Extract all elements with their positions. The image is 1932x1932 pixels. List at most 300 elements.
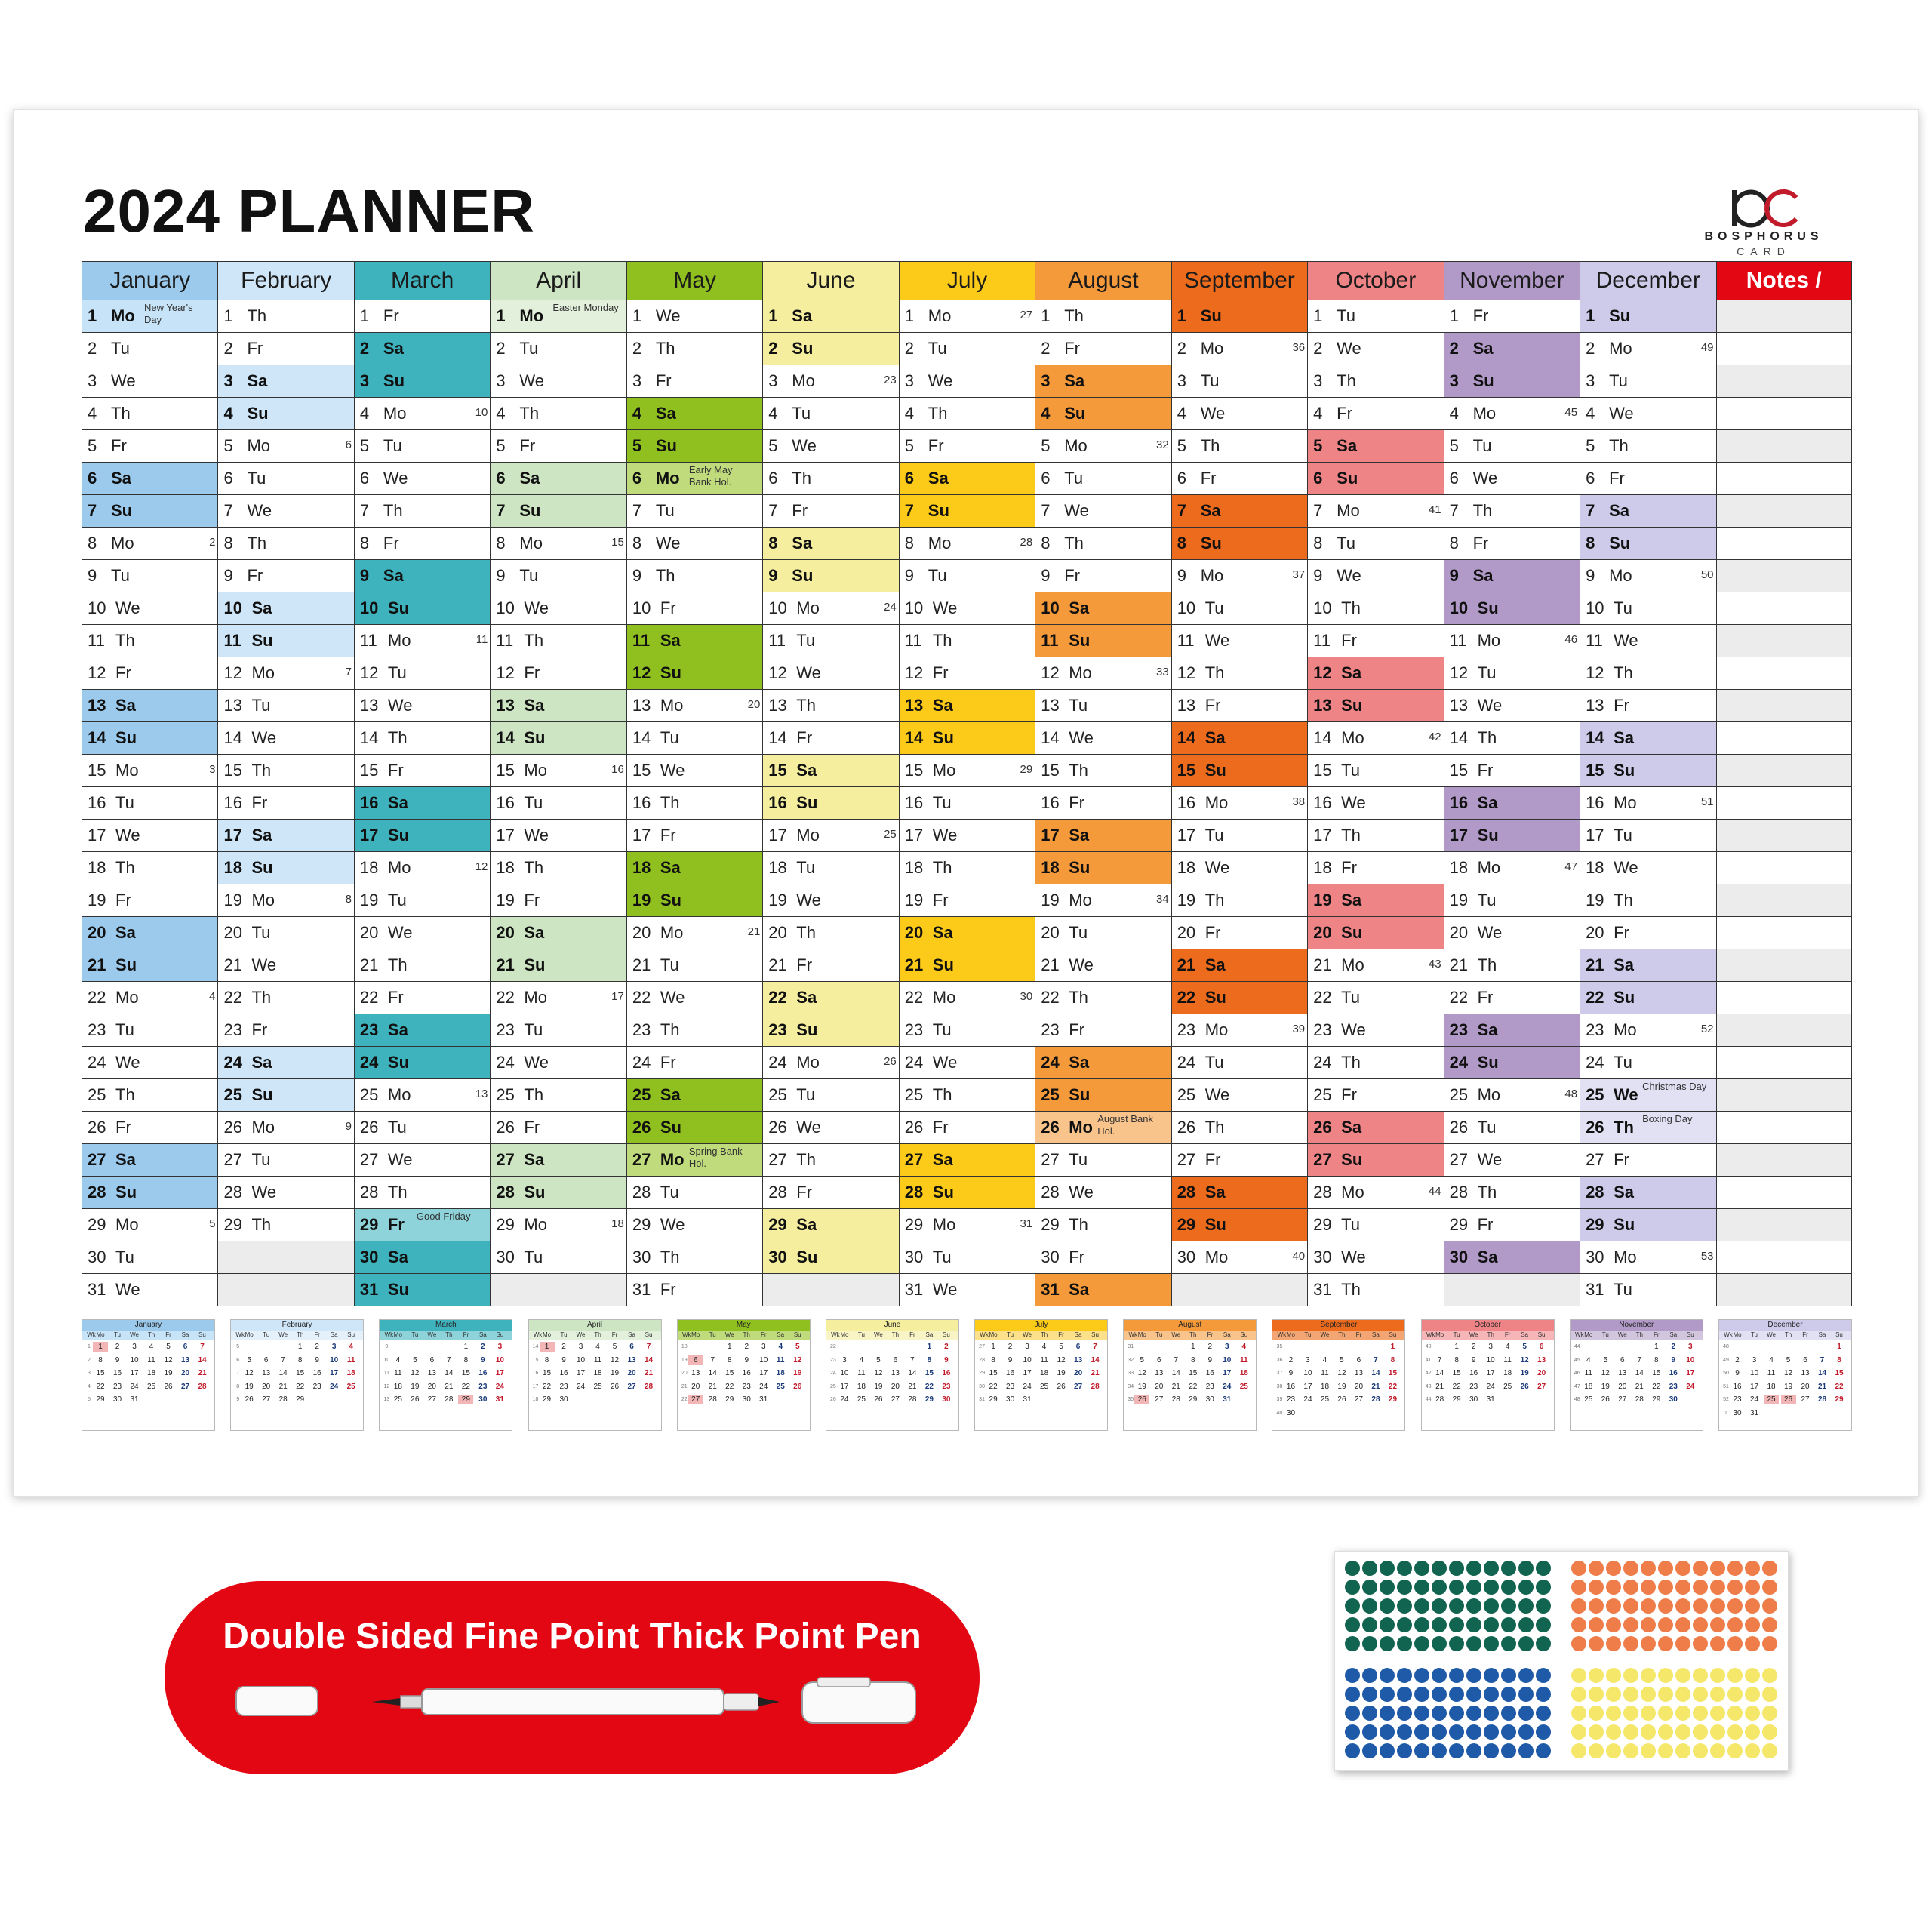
notes-cell[interactable] xyxy=(1716,1209,1852,1241)
day-cell[interactable] xyxy=(82,560,218,592)
day-cell[interactable] xyxy=(354,495,491,528)
day-cell[interactable] xyxy=(82,690,218,722)
day-cell[interactable] xyxy=(762,1014,899,1047)
day-cell[interactable] xyxy=(1580,333,1716,365)
day-cell[interactable] xyxy=(626,463,763,495)
day-cell[interactable] xyxy=(1171,333,1308,365)
day-cell[interactable] xyxy=(1035,333,1171,365)
day-cell[interactable] xyxy=(1307,1209,1444,1241)
day-cell[interactable] xyxy=(217,398,354,430)
day-cell[interactable] xyxy=(217,1144,354,1177)
day-cell[interactable] xyxy=(1171,398,1308,430)
day-cell[interactable] xyxy=(217,820,354,852)
day-cell[interactable] xyxy=(1035,884,1171,917)
day-cell[interactable] xyxy=(899,657,1035,690)
day-cell[interactable] xyxy=(1307,592,1444,625)
day-cell[interactable] xyxy=(1444,917,1580,949)
day-cell[interactable] xyxy=(217,1047,354,1079)
day-cell[interactable] xyxy=(1580,463,1716,495)
day-cell[interactable] xyxy=(490,1209,626,1241)
day-cell[interactable] xyxy=(626,1144,763,1177)
notes-cell[interactable] xyxy=(1716,1274,1852,1306)
day-cell[interactable] xyxy=(82,949,218,982)
day-cell[interactable] xyxy=(1035,1209,1171,1241)
day-cell[interactable] xyxy=(490,917,626,949)
notes-cell[interactable] xyxy=(1716,1112,1852,1144)
day-cell[interactable] xyxy=(1035,1079,1171,1112)
day-cell[interactable] xyxy=(899,1209,1035,1241)
day-cell[interactable] xyxy=(1171,1144,1308,1177)
day-cell[interactable] xyxy=(1580,365,1716,398)
day-cell[interactable] xyxy=(1171,884,1308,917)
day-cell[interactable] xyxy=(217,333,354,365)
day-cell[interactable] xyxy=(1307,625,1444,657)
day-cell[interactable] xyxy=(899,398,1035,430)
day-cell[interactable] xyxy=(899,495,1035,528)
day-cell[interactable] xyxy=(762,852,899,884)
day-cell[interactable] xyxy=(1035,592,1171,625)
day-cell[interactable] xyxy=(1580,300,1716,333)
notes-cell[interactable] xyxy=(1716,495,1852,528)
day-cell[interactable] xyxy=(626,592,763,625)
day-cell[interactable] xyxy=(1580,1177,1716,1209)
day-cell[interactable] xyxy=(626,949,763,982)
day-cell[interactable] xyxy=(82,365,218,398)
day-cell[interactable] xyxy=(1035,430,1171,463)
day-cell[interactable] xyxy=(1307,657,1444,690)
day-cell[interactable] xyxy=(217,982,354,1014)
day-cell[interactable] xyxy=(354,884,491,917)
day-cell[interactable] xyxy=(1307,1241,1444,1274)
day-cell[interactable] xyxy=(899,1014,1035,1047)
day-cell[interactable] xyxy=(1035,528,1171,560)
day-cell[interactable] xyxy=(1444,1241,1580,1274)
day-cell[interactable] xyxy=(1307,755,1444,787)
day-cell[interactable] xyxy=(490,820,626,852)
notes-cell[interactable] xyxy=(1716,398,1852,430)
day-cell[interactable] xyxy=(899,722,1035,755)
day-cell[interactable] xyxy=(1444,1274,1580,1306)
day-cell[interactable] xyxy=(899,1241,1035,1274)
notes-cell[interactable] xyxy=(1716,722,1852,755)
day-cell[interactable] xyxy=(354,1274,491,1306)
day-cell[interactable] xyxy=(1580,398,1716,430)
day-cell[interactable] xyxy=(1035,1274,1171,1306)
day-cell[interactable] xyxy=(354,949,491,982)
day-cell[interactable] xyxy=(1171,463,1308,495)
day-cell[interactable] xyxy=(490,722,626,755)
day-cell[interactable] xyxy=(217,592,354,625)
day-cell[interactable] xyxy=(82,1079,218,1112)
day-cell[interactable] xyxy=(626,884,763,917)
notes-cell[interactable] xyxy=(1716,1047,1852,1079)
day-cell[interactable] xyxy=(626,398,763,430)
day-cell[interactable] xyxy=(762,495,899,528)
day-cell[interactable] xyxy=(899,430,1035,463)
notes-cell[interactable] xyxy=(1716,755,1852,787)
day-cell[interactable] xyxy=(899,528,1035,560)
day-cell[interactable] xyxy=(1580,1274,1716,1306)
day-cell[interactable] xyxy=(762,949,899,982)
day-cell[interactable] xyxy=(490,1241,626,1274)
day-cell[interactable] xyxy=(1444,560,1580,592)
day-cell[interactable] xyxy=(354,982,491,1014)
day-cell[interactable] xyxy=(1580,528,1716,560)
day-cell[interactable] xyxy=(762,755,899,787)
day-cell[interactable] xyxy=(82,787,218,820)
day-cell[interactable] xyxy=(354,1144,491,1177)
day-cell[interactable] xyxy=(1035,398,1171,430)
day-cell[interactable] xyxy=(1035,755,1171,787)
day-cell[interactable] xyxy=(1580,787,1716,820)
day-cell[interactable] xyxy=(626,852,763,884)
day-cell[interactable] xyxy=(626,528,763,560)
day-cell[interactable] xyxy=(490,1274,626,1306)
day-cell[interactable] xyxy=(82,820,218,852)
day-cell[interactable] xyxy=(1444,1144,1580,1177)
day-cell[interactable] xyxy=(82,430,218,463)
notes-cell[interactable] xyxy=(1716,592,1852,625)
day-cell[interactable] xyxy=(1580,1241,1716,1274)
day-cell[interactable] xyxy=(762,528,899,560)
day-cell[interactable] xyxy=(1444,1079,1580,1112)
day-cell[interactable] xyxy=(490,690,626,722)
day-cell[interactable] xyxy=(1444,1177,1580,1209)
day-cell[interactable] xyxy=(1171,1274,1308,1306)
day-cell[interactable] xyxy=(354,1209,491,1241)
day-cell[interactable] xyxy=(899,690,1035,722)
day-cell[interactable] xyxy=(82,463,218,495)
day-cell[interactable] xyxy=(1580,690,1716,722)
day-cell[interactable] xyxy=(1171,787,1308,820)
day-cell[interactable] xyxy=(762,1209,899,1241)
day-cell[interactable] xyxy=(899,949,1035,982)
day-cell[interactable] xyxy=(490,657,626,690)
day-cell[interactable] xyxy=(82,755,218,787)
day-cell[interactable] xyxy=(1444,1014,1580,1047)
day-cell[interactable] xyxy=(354,722,491,755)
day-cell[interactable] xyxy=(1307,690,1444,722)
day-cell[interactable] xyxy=(899,333,1035,365)
day-cell[interactable] xyxy=(1307,1274,1444,1306)
day-cell[interactable] xyxy=(762,1112,899,1144)
day-cell[interactable] xyxy=(1307,949,1444,982)
notes-cell[interactable] xyxy=(1716,365,1852,398)
day-cell[interactable] xyxy=(82,917,218,949)
day-cell[interactable] xyxy=(490,1144,626,1177)
day-cell[interactable] xyxy=(626,1079,763,1112)
day-cell[interactable] xyxy=(1171,1209,1308,1241)
day-cell[interactable] xyxy=(626,333,763,365)
day-cell[interactable] xyxy=(1580,1047,1716,1079)
notes-cell[interactable] xyxy=(1716,560,1852,592)
day-cell[interactable] xyxy=(490,300,626,333)
day-cell[interactable] xyxy=(1580,982,1716,1014)
day-cell[interactable] xyxy=(899,625,1035,657)
day-cell[interactable] xyxy=(354,1112,491,1144)
day-cell[interactable] xyxy=(762,1274,899,1306)
day-cell[interactable] xyxy=(1444,884,1580,917)
day-cell[interactable] xyxy=(899,1079,1035,1112)
day-cell[interactable] xyxy=(1307,365,1444,398)
day-cell[interactable] xyxy=(490,430,626,463)
day-cell[interactable] xyxy=(1444,657,1580,690)
day-cell[interactable] xyxy=(217,1241,354,1274)
day-cell[interactable] xyxy=(1307,495,1444,528)
day-cell[interactable] xyxy=(1035,1112,1171,1144)
day-cell[interactable] xyxy=(762,1079,899,1112)
day-cell[interactable] xyxy=(1035,625,1171,657)
day-cell[interactable] xyxy=(217,365,354,398)
day-cell[interactable] xyxy=(490,592,626,625)
day-cell[interactable] xyxy=(899,1177,1035,1209)
day-cell[interactable] xyxy=(1580,1144,1716,1177)
day-cell[interactable] xyxy=(1580,820,1716,852)
day-cell[interactable] xyxy=(1171,1112,1308,1144)
day-cell[interactable] xyxy=(1035,917,1171,949)
day-cell[interactable] xyxy=(762,884,899,917)
day-cell[interactable] xyxy=(899,1112,1035,1144)
day-cell[interactable] xyxy=(1307,560,1444,592)
day-cell[interactable] xyxy=(1444,300,1580,333)
day-cell[interactable] xyxy=(1307,722,1444,755)
day-cell[interactable] xyxy=(1035,560,1171,592)
day-cell[interactable] xyxy=(626,1241,763,1274)
day-cell[interactable] xyxy=(1171,852,1308,884)
notes-cell[interactable] xyxy=(1716,787,1852,820)
day-cell[interactable] xyxy=(217,463,354,495)
day-cell[interactable] xyxy=(1307,300,1444,333)
day-cell[interactable] xyxy=(217,690,354,722)
day-cell[interactable] xyxy=(1580,657,1716,690)
day-cell[interactable] xyxy=(1035,852,1171,884)
day-cell[interactable] xyxy=(82,592,218,625)
day-cell[interactable] xyxy=(1307,884,1444,917)
day-cell[interactable] xyxy=(217,300,354,333)
day-cell[interactable] xyxy=(626,1274,763,1306)
day-cell[interactable] xyxy=(1035,820,1171,852)
day-cell[interactable] xyxy=(1444,1047,1580,1079)
day-cell[interactable] xyxy=(490,398,626,430)
day-cell[interactable] xyxy=(490,755,626,787)
day-cell[interactable] xyxy=(899,755,1035,787)
day-cell[interactable] xyxy=(626,787,763,820)
notes-cell[interactable] xyxy=(1716,625,1852,657)
day-cell[interactable] xyxy=(1035,722,1171,755)
day-cell[interactable] xyxy=(1580,755,1716,787)
day-cell[interactable] xyxy=(1444,722,1580,755)
notes-cell[interactable] xyxy=(1716,1014,1852,1047)
day-cell[interactable] xyxy=(1444,1209,1580,1241)
day-cell[interactable] xyxy=(1171,949,1308,982)
day-cell[interactable] xyxy=(490,1177,626,1209)
day-cell[interactable] xyxy=(1307,1112,1444,1144)
day-cell[interactable] xyxy=(1580,1079,1716,1112)
day-cell[interactable] xyxy=(1307,787,1444,820)
day-cell[interactable] xyxy=(762,1047,899,1079)
day-cell[interactable] xyxy=(1580,430,1716,463)
notes-cell[interactable] xyxy=(1716,949,1852,982)
day-cell[interactable] xyxy=(626,755,763,787)
day-cell[interactable] xyxy=(217,495,354,528)
day-cell[interactable] xyxy=(217,884,354,917)
day-cell[interactable] xyxy=(354,300,491,333)
day-cell[interactable] xyxy=(354,528,491,560)
day-cell[interactable] xyxy=(1307,852,1444,884)
day-cell[interactable] xyxy=(354,463,491,495)
day-cell[interactable] xyxy=(762,463,899,495)
notes-cell[interactable] xyxy=(1716,917,1852,949)
day-cell[interactable] xyxy=(217,949,354,982)
day-cell[interactable] xyxy=(354,1241,491,1274)
day-cell[interactable] xyxy=(626,657,763,690)
day-cell[interactable] xyxy=(490,852,626,884)
day-cell[interactable] xyxy=(354,1047,491,1079)
day-cell[interactable] xyxy=(762,1177,899,1209)
day-cell[interactable] xyxy=(1171,560,1308,592)
day-cell[interactable] xyxy=(1444,852,1580,884)
day-cell[interactable] xyxy=(1444,982,1580,1014)
day-cell[interactable] xyxy=(1035,949,1171,982)
day-cell[interactable] xyxy=(1307,333,1444,365)
day-cell[interactable] xyxy=(762,592,899,625)
day-cell[interactable] xyxy=(899,365,1035,398)
day-cell[interactable] xyxy=(354,657,491,690)
day-cell[interactable] xyxy=(82,333,218,365)
day-cell[interactable] xyxy=(354,430,491,463)
day-cell[interactable] xyxy=(626,625,763,657)
day-cell[interactable] xyxy=(217,1112,354,1144)
day-cell[interactable] xyxy=(354,1079,491,1112)
day-cell[interactable] xyxy=(899,1144,1035,1177)
day-cell[interactable] xyxy=(899,852,1035,884)
day-cell[interactable] xyxy=(626,1112,763,1144)
day-cell[interactable] xyxy=(762,560,899,592)
day-cell[interactable] xyxy=(1580,917,1716,949)
day-cell[interactable] xyxy=(762,333,899,365)
day-cell[interactable] xyxy=(1580,852,1716,884)
notes-cell[interactable] xyxy=(1716,430,1852,463)
day-cell[interactable] xyxy=(1171,982,1308,1014)
day-cell[interactable] xyxy=(354,787,491,820)
day-cell[interactable] xyxy=(1307,982,1444,1014)
day-cell[interactable] xyxy=(626,690,763,722)
day-cell[interactable] xyxy=(82,852,218,884)
day-cell[interactable] xyxy=(354,820,491,852)
day-cell[interactable] xyxy=(1307,1144,1444,1177)
day-cell[interactable] xyxy=(626,1014,763,1047)
day-cell[interactable] xyxy=(762,690,899,722)
day-cell[interactable] xyxy=(1444,430,1580,463)
day-cell[interactable] xyxy=(354,755,491,787)
day-cell[interactable] xyxy=(1580,884,1716,917)
day-cell[interactable] xyxy=(1035,365,1171,398)
day-cell[interactable] xyxy=(626,1209,763,1241)
notes-cell[interactable] xyxy=(1716,852,1852,884)
notes-cell[interactable] xyxy=(1716,528,1852,560)
day-cell[interactable] xyxy=(1580,1112,1716,1144)
day-cell[interactable] xyxy=(1171,917,1308,949)
day-cell[interactable] xyxy=(1444,787,1580,820)
day-cell[interactable] xyxy=(899,787,1035,820)
notes-cell[interactable] xyxy=(1716,820,1852,852)
day-cell[interactable] xyxy=(899,917,1035,949)
day-cell[interactable] xyxy=(899,300,1035,333)
day-cell[interactable] xyxy=(1171,592,1308,625)
day-cell[interactable] xyxy=(82,1014,218,1047)
day-cell[interactable] xyxy=(82,1209,218,1241)
day-cell[interactable] xyxy=(1171,1079,1308,1112)
day-cell[interactable] xyxy=(899,982,1035,1014)
day-cell[interactable] xyxy=(82,884,218,917)
day-cell[interactable] xyxy=(490,982,626,1014)
day-cell[interactable] xyxy=(1171,657,1308,690)
day-cell[interactable] xyxy=(1580,1014,1716,1047)
day-cell[interactable] xyxy=(82,1047,218,1079)
notes-cell[interactable] xyxy=(1716,300,1852,333)
day-cell[interactable] xyxy=(626,1047,763,1079)
day-cell[interactable] xyxy=(1171,1047,1308,1079)
day-cell[interactable] xyxy=(626,1177,763,1209)
day-cell[interactable] xyxy=(899,1047,1035,1079)
day-cell[interactable] xyxy=(1580,495,1716,528)
day-cell[interactable] xyxy=(82,1177,218,1209)
day-cell[interactable] xyxy=(762,917,899,949)
day-cell[interactable] xyxy=(1035,1177,1171,1209)
day-cell[interactable] xyxy=(1580,1209,1716,1241)
day-cell[interactable] xyxy=(899,560,1035,592)
day-cell[interactable] xyxy=(1444,365,1580,398)
day-cell[interactable] xyxy=(490,495,626,528)
day-cell[interactable] xyxy=(354,690,491,722)
day-cell[interactable] xyxy=(217,1014,354,1047)
day-cell[interactable] xyxy=(490,1079,626,1112)
day-cell[interactable] xyxy=(82,625,218,657)
day-cell[interactable] xyxy=(490,625,626,657)
day-cell[interactable] xyxy=(626,820,763,852)
day-cell[interactable] xyxy=(1035,787,1171,820)
day-cell[interactable] xyxy=(899,1274,1035,1306)
day-cell[interactable] xyxy=(217,1079,354,1112)
day-cell[interactable] xyxy=(762,787,899,820)
notes-cell[interactable] xyxy=(1716,463,1852,495)
day-cell[interactable] xyxy=(762,1144,899,1177)
day-cell[interactable] xyxy=(1307,1177,1444,1209)
day-cell[interactable] xyxy=(354,917,491,949)
day-cell[interactable] xyxy=(1580,560,1716,592)
notes-cell[interactable] xyxy=(1716,1079,1852,1112)
day-cell[interactable] xyxy=(1171,1177,1308,1209)
day-cell[interactable] xyxy=(1580,592,1716,625)
day-cell[interactable] xyxy=(899,592,1035,625)
day-cell[interactable] xyxy=(1035,657,1171,690)
day-cell[interactable] xyxy=(82,1144,218,1177)
day-cell[interactable] xyxy=(626,495,763,528)
day-cell[interactable] xyxy=(1171,690,1308,722)
day-cell[interactable] xyxy=(1171,495,1308,528)
day-cell[interactable] xyxy=(626,365,763,398)
day-cell[interactable] xyxy=(1444,463,1580,495)
notes-cell[interactable] xyxy=(1716,884,1852,917)
day-cell[interactable] xyxy=(82,528,218,560)
day-cell[interactable] xyxy=(354,1177,491,1209)
day-cell[interactable] xyxy=(1444,949,1580,982)
day-cell[interactable] xyxy=(490,560,626,592)
day-cell[interactable] xyxy=(1444,495,1580,528)
day-cell[interactable] xyxy=(1171,1241,1308,1274)
day-cell[interactable] xyxy=(762,820,899,852)
day-cell[interactable] xyxy=(1171,722,1308,755)
